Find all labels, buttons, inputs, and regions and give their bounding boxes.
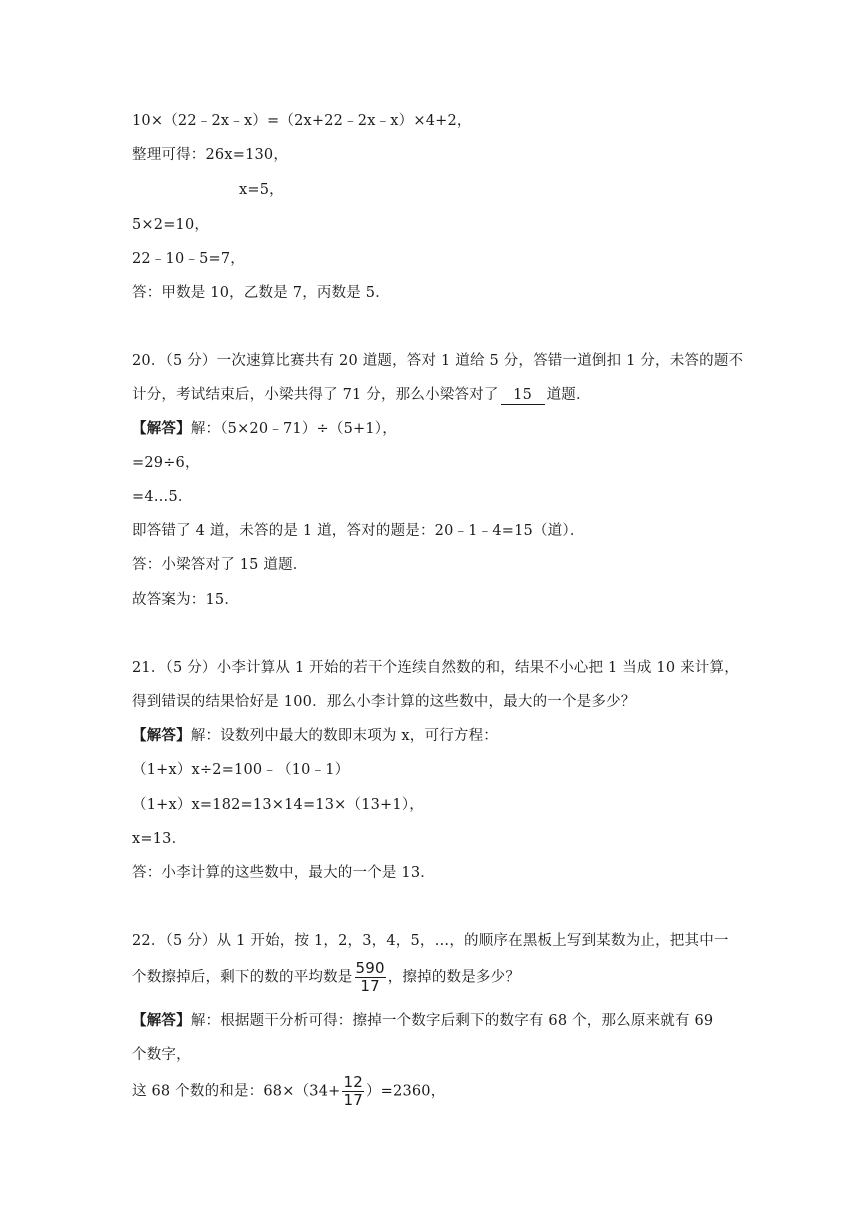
q22-sum-tail: ）=2360， xyxy=(365,1083,446,1100)
prev-equation-line: 10×（22﹣2x﹣x）=（2x+22﹣2x﹣x）×4+2， xyxy=(132,113,472,129)
q20-question-text: 计分，考试结束后，小梁共得了 71 分，那么小梁答对了 xyxy=(132,387,499,403)
q20-step-2: =4…5． xyxy=(132,489,193,505)
fraction-numerator: 12 xyxy=(343,1073,363,1091)
q21-step-4: 答：小李计算的这些数中，最大的一个是 13． xyxy=(132,865,435,881)
q21-question-line-2: 得到错误的结果恰好是 100．那么小李计算的这些数中，最大的一个是多少？ xyxy=(132,694,636,710)
prev-x-value-line: x=5， xyxy=(239,182,284,198)
q22-step-1: 个数字， xyxy=(132,1047,191,1063)
q20-solution-line xyxy=(132,419,397,439)
q22-average-fraction xyxy=(355,960,386,995)
fraction-numerator: 590 xyxy=(355,959,385,977)
q21-solution-line xyxy=(132,726,498,746)
q20-step-3: 即答错了 4 道，未答的是 1 道，答对的题是：20﹣1﹣4=15（道）． xyxy=(132,523,585,539)
q22-sum-text: 这 68 个数的和是：68×（34+ xyxy=(132,1083,341,1100)
q22-solution-line xyxy=(132,1011,713,1031)
prev-answer-line: 答：甲数是 10，乙数是 7，丙数是 5． xyxy=(132,285,390,301)
q20-question-line-1: 20．（5 分）一次速算比赛共有 20 道题，答对 1 道给 5 分，答错一道倒扣 1 分，未答的题不 xyxy=(132,353,744,369)
q22-sum-fraction xyxy=(342,1074,364,1109)
q21-question-line-1: 21．（5 分）小李计算从 1 开始的若干个连续自然数的和，结果不小心把 1 当成 10 来计算， xyxy=(132,660,739,676)
q20-answer-tag: 【解答】 xyxy=(132,420,191,437)
q22-question-line-2 xyxy=(132,960,520,995)
q20-solution-lead: 解：（5×20﹣71）÷（5+1）， xyxy=(190,421,397,437)
q21-step-3: x=13． xyxy=(132,831,187,847)
q20-question-tail: 道题． xyxy=(546,387,591,403)
q20-step-1: =29÷6， xyxy=(132,455,200,471)
fraction-denominator: 17 xyxy=(343,1091,363,1109)
q22-question-line-1: 22．（5 分）从 1 开始，按 1，2，3，4，5，…，的顺序在黑板上写到某数为止，把其中一 xyxy=(132,933,729,949)
q20-question-line-2 xyxy=(132,385,591,405)
q22-question-text: 个数擦掉后，剩下的数的平均数是 xyxy=(132,969,353,986)
q21-step-1: （1+x）x÷2=100﹣（10﹣1） xyxy=(132,762,350,778)
q22-answer-tag: 【解答】 xyxy=(132,1012,191,1029)
q20-step-4: 答：小梁答对了 15 道题． xyxy=(132,557,308,573)
prev-calc-line-1: 5×2=10， xyxy=(132,217,210,233)
q20-answer-blank: 15 xyxy=(501,387,545,405)
q21-answer-tag: 【解答】 xyxy=(132,727,191,744)
q22-solution-lead: 解：根据题干分析可得：擦掉一个数字后剩下的数字有 68 个，那么原来就有 69 xyxy=(190,1013,714,1029)
q22-step-2 xyxy=(132,1074,445,1109)
prev-simplify-line: 整理可得：26x=130， xyxy=(132,147,289,163)
q21-step-2: （1+x）x=182=13×14=13×（13+1）， xyxy=(132,797,424,813)
q22-question-tail: ，擦掉的数是多少？ xyxy=(387,969,521,986)
q20-step-5: 故答案为：15． xyxy=(132,592,240,608)
q21-solution-lead: 解：设数列中最大的数即末项为 x，可行方程： xyxy=(190,728,498,744)
prev-calc-line-2: 22﹣10﹣5=7， xyxy=(132,251,246,267)
fraction-denominator: 17 xyxy=(360,977,380,995)
